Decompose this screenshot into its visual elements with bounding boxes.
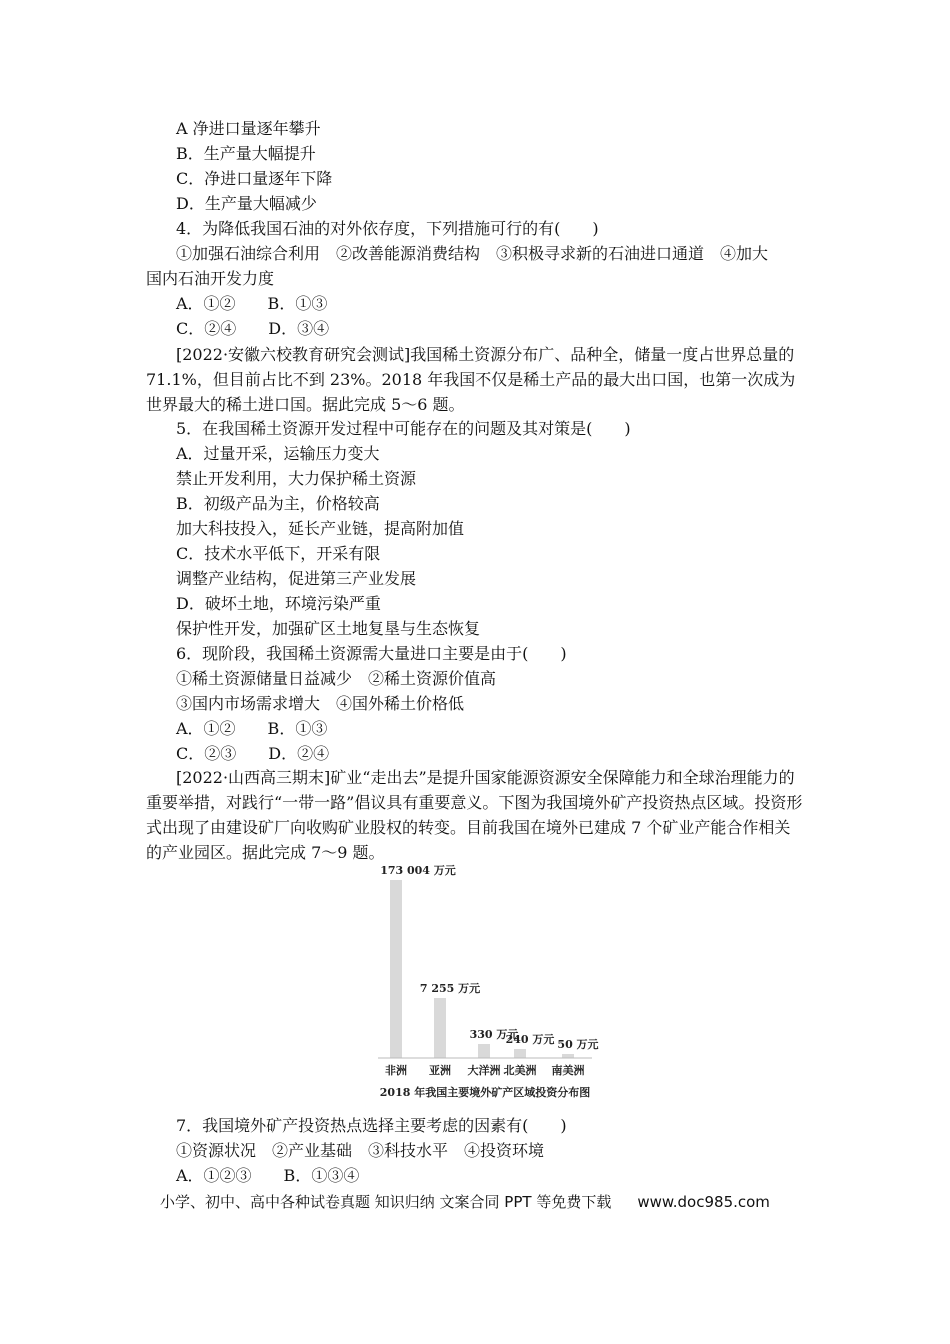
passage-mining: [2022·山西高三期末]矿业“走出去”是提升国家能源资源安全保障能力和全球治理能力的重要举措，对践行“一带一路”倡议具有重要意义。下图为我国境外矿产投资热点区域。投资形式出现了由建设矿厂向收购矿业股权的转变。目前我国在境外已建成 7 个矿业产能合作相关的产业园区。据此完成 7～9 题。	[146, 768, 803, 862]
category-label-3: 北美洲	[503, 1064, 537, 1077]
q3-option-d: D．生产量大幅减少	[176, 194, 317, 213]
question-4-options-ab: A．①② B．①③	[176, 294, 328, 313]
passage-rare-earth: [2022·安徽六校教育研究会测试]我国稀土资源分布广、品种全，储量一度占世界总量的 71.1%，但目前占比不到 23%。2018 年我国不仅是稀土产品的最大出口国，也第一次成为世界最大的稀土进口国。据此完成 5～6 题。	[146, 345, 796, 414]
value-label-2: 330 万元	[469, 1028, 519, 1041]
chart-title: 2018 年我国主要境外矿产区域投资分布图	[379, 1086, 591, 1099]
question-6-items-1: ①稀土资源储量日益减少 ②稀土资源价值高	[176, 669, 497, 688]
question-7: 7．我国境外矿产投资热点选择主要考虑的因素有( )	[176, 1116, 567, 1135]
q3-option-a: A 净进口量逐年攀升	[176, 119, 321, 138]
bar-3	[514, 1049, 526, 1058]
value-label-0: 173 004 万元	[380, 864, 456, 877]
q5-option-b: B．初级产品为主，价格较高	[176, 494, 380, 513]
q5-option-c-measure: 调整产业结构，促进第三产业发展	[176, 569, 417, 588]
bar-2	[478, 1044, 490, 1058]
question-6-options-ab: A．①② B．①③	[176, 719, 328, 738]
q5-option-c: C．技术水平低下，开采有限	[176, 544, 381, 563]
footer	[160, 1192, 770, 1212]
category-label-1: 亚洲	[429, 1064, 451, 1077]
q5-option-b-measure: 加大科技投入，延长产业链，提高附加值	[176, 519, 465, 538]
q5-option-d: D．破坏土地，环境污染严重	[176, 594, 381, 613]
question-7-items: ①资源状况 ②产业基础 ③科技水平 ④投资环境	[176, 1141, 545, 1160]
category-label-4: 南美洲	[551, 1064, 585, 1077]
category-label-2: 大洋洲	[467, 1064, 501, 1077]
question-4-items: ①加强石油综合利用 ②改善能源消费结构 ③积极寻求新的石油进口通道 ④加大	[176, 244, 769, 263]
question-4-items-cont: 国内石油开发力度	[146, 269, 275, 288]
q3-option-b: B．生产量大幅提升	[176, 144, 316, 163]
footer-text: 小学、初中、高中各种试卷真题 知识归纳 文案合同 PPT 等免费下载	[160, 1193, 612, 1211]
question-4-options-cd: C．②④ D．③④	[176, 319, 330, 338]
question-6: 6．现阶段，我国稀土资源需大量进口主要是由于( )	[176, 644, 567, 663]
value-label-4: 50 万元	[557, 1038, 599, 1051]
bar-1	[434, 998, 446, 1058]
bar-0	[390, 880, 402, 1058]
q3-option-c: C．净进口量逐年下降	[176, 169, 333, 188]
q5-option-a-measure: 禁止开发利用，大力保护稀土资源	[176, 469, 417, 488]
q5-option-d-measure: 保护性开发，加强矿区土地复垦与生态恢复	[176, 619, 481, 638]
question-4: 4．为降低我国石油的对外依存度，下列措施可行的有( )	[176, 219, 599, 238]
question-6-items-2: ③国内市场需求增大 ④国外稀土价格低	[176, 694, 465, 713]
question-6-options-cd: C．②③ D．②④	[176, 744, 330, 763]
value-label-3: 240 万元	[505, 1033, 555, 1046]
category-label-0: 非洲	[385, 1064, 407, 1077]
question-5: 5．在我国稀土资源开发过程中可能存在的问题及其对策是( )	[176, 419, 631, 438]
question-7-options-ab: A．①②③ B．①③④	[176, 1166, 360, 1185]
investment-bar-chart	[360, 858, 610, 1108]
value-label-1: 7 255 万元	[419, 982, 481, 995]
footer-url[interactable]: www.doc985.com	[637, 1193, 770, 1211]
q5-option-a: A．过量开采，运输压力变大	[176, 444, 380, 463]
bar-4	[562, 1054, 574, 1058]
